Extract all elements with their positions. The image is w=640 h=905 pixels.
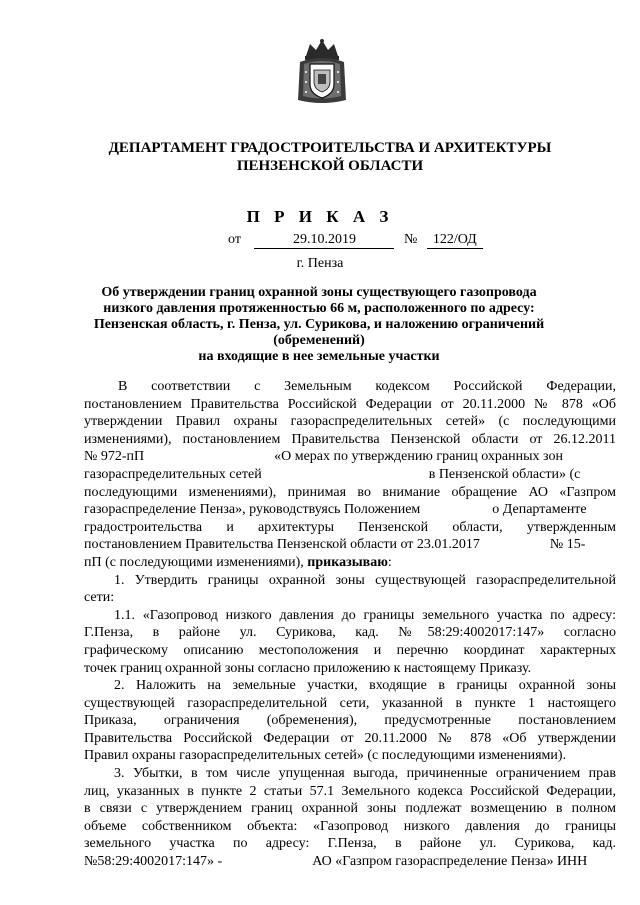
city-line: г. Пенза: [296, 256, 344, 271]
date-prefix: от: [228, 232, 241, 247]
body-line: В соответствии с Земельным кодексом Российской Федерации,: [118, 379, 616, 394]
body-line: постановлением Правительства Пензенской области от 23.01.2017 № 15-: [84, 537, 586, 553]
body-line: №58:29:4002017:147» - АО «Газпром газораспределение Пенза» ИНН: [84, 854, 588, 870]
department-line: ДЕПАРТАМЕНТ ГРАДОСТРОИТЕЛЬСТВА И АРХИТЕКТУРЫ: [108, 140, 552, 156]
body-line: изменениями), постановлением Правительства Пензенской области от 26.12.2011: [84, 431, 616, 447]
body-line: точек границ охранной зоны согласно приложению к настоящему Приказу.: [84, 660, 532, 676]
body-line: графическому описанию местоположения и перечню координат характерных: [84, 642, 616, 658]
body-line: газораспределительных сетей в Пензенской области» (с: [84, 466, 581, 482]
subject-line: низкого давления протяженностью 66 м, расположенного по адресу:: [103, 301, 535, 316]
number-prefix: №: [403, 232, 418, 247]
body-line: Правил охраны газораспределительных сетей» (с последующими изменениями).: [84, 748, 567, 764]
body-line: 1.1. «Газопровод низкого давления до границы земельного участка по адресу:: [114, 607, 616, 623]
body-line: 2. Наложить на земельные участки, входящие в границы охранной зоны: [114, 678, 616, 694]
body-line: объеме собственником объекта: «Газопровод низкого давления до границы: [84, 818, 616, 834]
body-line: № 972-пП «О мерах по утверждению границ охранных зон: [84, 449, 563, 465]
date-field: 29.10.2019: [254, 232, 394, 249]
body-line: существующей газораспределительной сети, указанной в пункте 1 настоящего: [84, 695, 616, 711]
date-number-line: [228, 232, 483, 249]
number-field: 122/ОД: [427, 232, 483, 249]
subject-line: Об утверждении границ охранной зоны существующего газопровода: [101, 285, 537, 300]
body-line: Приказа, ограничения (обременения), предусмотренные постановлением: [84, 713, 616, 729]
body-line: Правительства Российской Федерации от 20.11.2000 № 878 «Об утверждении: [84, 730, 616, 746]
body-line: постановлением Правительства Российской Федерации от 20.11.2000 № 878 «Об: [84, 396, 616, 412]
body-line: пП (с последующими изменениями), приказываю:: [84, 554, 392, 570]
department-header: [100, 139, 560, 175]
subject-line: Пензенская область, г. Пенза, ул. Сурикова, и наложению ограничений: [93, 317, 545, 332]
body-line: градостроительства и архитектуры Пензенской области, утвержденным: [84, 519, 616, 535]
body-line: газораспределение Пенза», руководствуясь Положением о Департаменте: [84, 502, 587, 518]
body-line: земельного участка по адресу: Г.Пенза, в районе ул. Сурикова, кад.: [84, 836, 616, 852]
penza-coat-of-arms-icon: [296, 38, 348, 104]
body-line: сети:: [84, 590, 115, 606]
body-line: 1. Утвердить границы охранной зоны существующей газораспределительной: [114, 572, 616, 588]
body-line: лиц, указанных в пункте 2 статьи 57.1 Земельного кодекса Российской Федерации,: [84, 783, 616, 799]
body-line: последующими изменениями), принимая во внимание обращение АО «Газпром: [84, 484, 616, 500]
body-line: утверждении Правил охраны газораспределительных сетей» (с последующими: [84, 414, 616, 430]
order-subject: [84, 285, 554, 365]
subject-line: (обременений): [273, 333, 365, 348]
order-body: [84, 378, 616, 871]
subject-line: на входящие в нее земельные участки: [198, 349, 440, 364]
document-title: П Р И К А З: [246, 207, 394, 226]
body-line: Г.Пенза, в районе ул. Сурикова, кад. №58:29:4002017:147» согласно: [84, 625, 616, 641]
body-line: 3. Убытки, в том числе упущенная выгода, причиненные ограничением прав: [114, 766, 616, 782]
body-line: в связи с утверждением границ охранной зоны подлежат возмещению в полном: [84, 801, 616, 817]
department-line: ПЕНЗЕНСКОЙ ОБЛАСТИ: [236, 158, 424, 174]
